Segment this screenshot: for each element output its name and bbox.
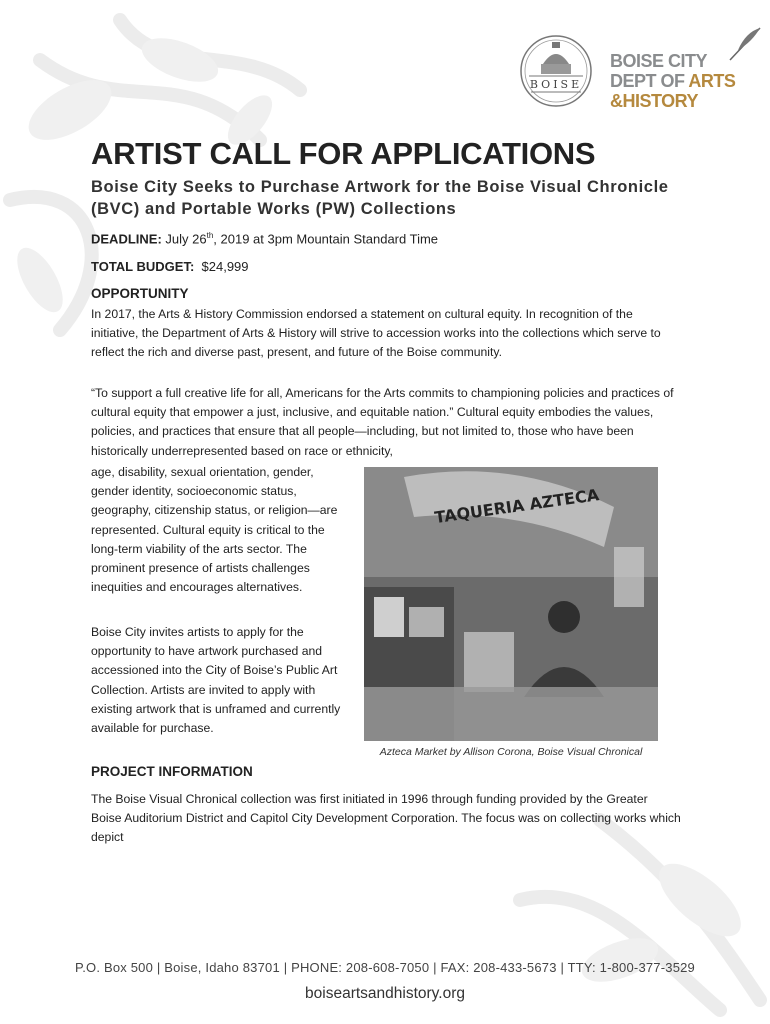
logo-line-3: &HISTORY (610, 91, 699, 111)
opportunity-para-1: In 2017, the Arts & History Commission endorsed a statement on cultural equity. In recognition of the initiative, the Department of Arts & History will strive to accession works into the collections which serve to reflect the rich and diverse past, present, and future of the Boise community. (91, 307, 661, 360)
logo-line-2: DEPT OF ARTS (610, 71, 736, 91)
dept-arts-history-logo (610, 30, 760, 110)
page-title: ARTIST CALL FOR APPLICATIONS (91, 136, 596, 171)
deadline-line: DEADLINE: July 26th, 2019 at 3pm Mountain Standard Time (91, 231, 439, 247)
opportunity-para-2: “To support a full creative life for all, Americans for the Arts commits to championing policies and practices of cultural equity that empower a just, inclusive, and equitable nation.” Cultural equity embodies the values, policies, and practices that ensure that all people—including, but not limited to, those who have been historically underrepresented based on race or ethnicity, (91, 386, 674, 458)
budget-label: TOTAL BUDGET: (91, 259, 195, 274)
photo-caption: Azteca Market by Allison Corona, Boise Visual Chronical (379, 746, 643, 758)
opportunity-para-2-wrap: age, disability, sexual orientation, gender, gender identity, socioeconomic status, geography, citizenship status, or religion—are represented. Cultural equity is critical to the long-term viability of the arts sector. The prominent presence of artists challenges inequities and encourages alternatives. (91, 465, 338, 595)
seal-text: BOISE (529, 78, 583, 91)
capitol-dome-icon (519, 34, 593, 108)
opportunity-para-3: Boise City invites artists to apply for the opportunity to have artwork purchased and accessioned into the City of Boise’s Public Art Collection. Artists are invited to apply with existing artwork that is unframed and currently available for purchase. (91, 625, 341, 736)
budget-line (91, 259, 249, 274)
artwork-photo (364, 467, 658, 741)
footer-contact: P.O. Box 500 | Boise, Idaho 83701 | PHONE: 208-608-7050 | FAX: 208-433-5673 | TTY: 1-800-377-3529 (75, 960, 695, 975)
deadline-label: DEADLINE: (91, 231, 162, 247)
logo-line-1: BOISE CITY (610, 51, 708, 71)
footer-website-link[interactable]: boiseartsandhistory.org (305, 985, 465, 1002)
sign-text: TAQUERIA AZTECA (433, 485, 601, 528)
feather-icon (726, 24, 766, 64)
page-subtitle: Boise City Seeks to Purchase Artwork for the Boise Visual Chronicle (BVC) and Portable Works (PW) Collections (91, 178, 669, 218)
opportunity-heading: OPPORTUNITY (91, 286, 189, 301)
project-heading: PROJECT INFORMATION (91, 764, 253, 779)
taqueria-photo-illustration (364, 467, 658, 741)
boise-city-seal (519, 34, 593, 108)
project-para-1: The Boise Visual Chronical collection was first initiated in 1996 through funding provided by the Greater Boise Auditorium District and Capitol City Development Corporation. The focus was on collecting works which depict (91, 792, 681, 845)
budget-value: $24,999 (201, 259, 249, 274)
